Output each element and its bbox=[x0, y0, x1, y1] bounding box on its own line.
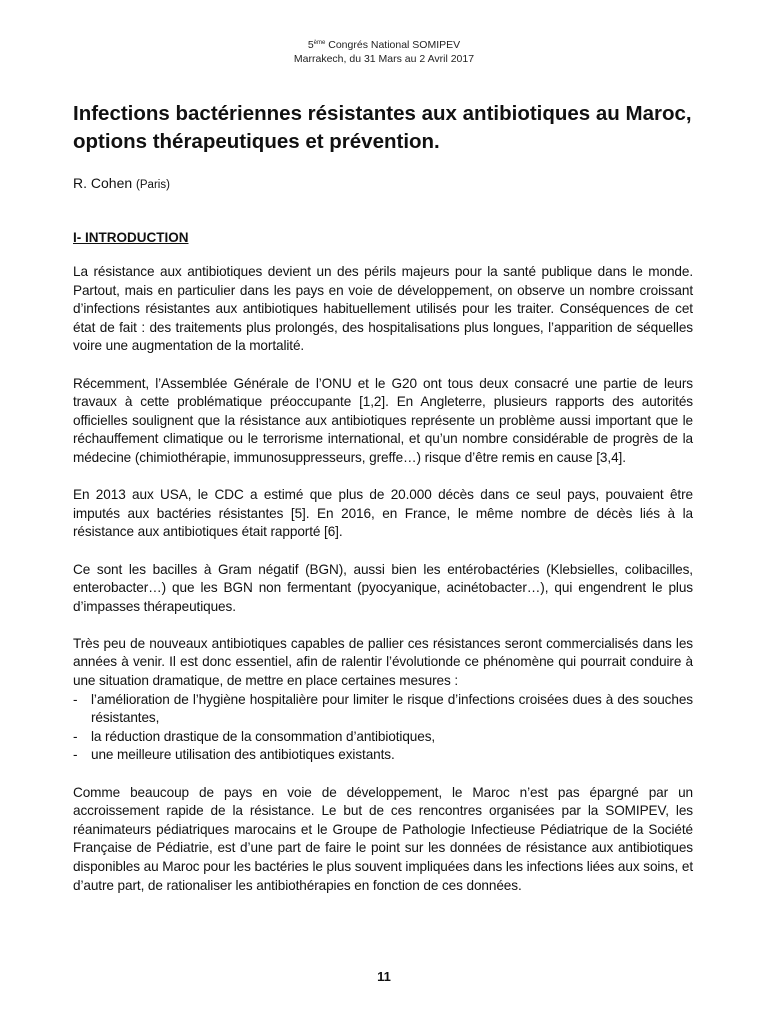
list-dash: - bbox=[73, 691, 78, 707]
section-heading: I- INTRODUCTION bbox=[73, 230, 189, 245]
measures-list bbox=[73, 691, 693, 765]
paragraph-4: Ce sont les bacilles à Gram négatif (BGN), aussi bien les entérobactéries (Klebsielles, colibacilles, enterobacter…) que les BGN non fermentant (pyocyanique, acinétobacter…), qui engendrent le plus d’impasses thérapeutiques. bbox=[73, 561, 693, 614]
list-dash: - bbox=[73, 747, 78, 763]
page-number: 11 bbox=[377, 969, 391, 984]
header-edition-number: 5 bbox=[307, 39, 314, 51]
measure-text: l’amélioration de l’hygiène hospitalière pour limiter le risque d’infections croisées dues à des souches résistantes, bbox=[91, 691, 693, 726]
author-affiliation: (Paris) bbox=[136, 179, 170, 191]
paragraph-5: Très peu de nouveaux antibiotiques capables de pallier ces résistances seront commercialisés dans les années à venir. Il est donc essentiel, afin de ralentir l’évolutionde ce phénomène qui pourrait conduire à une situation dramatique, de mettre en place certaines mesures : bbox=[73, 635, 693, 689]
measure-text: la réduction drastique de la consommation d’antibiotiques, bbox=[91, 728, 436, 744]
running-header bbox=[0, 38, 768, 66]
measure-item bbox=[73, 728, 693, 747]
author-name: R. Cohen bbox=[73, 175, 133, 191]
header-conference-name: Congrés National SOMIPEV bbox=[325, 39, 461, 51]
paragraph-1: La résistance aux antibiotiques devient un des périls majeurs pour la santé publique dans le monde. Partout, mais en particulier dans les pays en voie de développement, on observe un nombre croissant d’infections résistantes aux antibiotiques habituellement utilisés pour les traiter. Conséquences de cet état de fait : des traitements plus prolongés, des hospitalisations plus longues, l’apparition de séquelles voire une augmentation de la mortalité. bbox=[73, 264, 693, 354]
article-body bbox=[73, 263, 693, 914]
author-line bbox=[73, 174, 170, 194]
article-title: Infections bactériennes résistantes aux antibiotiques au Maroc, options thérapeutiques et prévention. bbox=[73, 102, 692, 153]
header-conference-line bbox=[0, 38, 768, 52]
measure-item bbox=[73, 746, 693, 765]
header-edition-suffix: ème bbox=[313, 40, 326, 46]
paragraph-2: Récemment, l’Assemblée Générale de l’ONU et le G20 ont tous deux consacré une partie de leurs travaux à cette problématique préoccupante [1,2]. En Angleterre, plusieurs rapports des autorités officielles soulignent que la résistance aux antibiotiques représente un problème aussi important que le réchauffement climatique ou le terrorisme international, et qu’un nombre considérable de progrès de la médecine (chimiothérapie, immunosuppresseurs, greffe…) risque d’être remis en cause [3,4]. bbox=[73, 375, 693, 465]
measure-text: une meilleure utilisation des antibiotiques existants. bbox=[91, 747, 395, 763]
paragraph-6: Comme beaucoup de pays en voie de développement, le Maroc n’est pas épargné par un accroissement rapide de la résistance. Le but de ces rencontres organisées par la SOMIPEV, les réanimateurs pédiatriques marocains et le Groupe de Pathologie Infectieuse Pédiatrique de la Société Française de Pédiatrie, est d’une part de faire le point sur les données de résistance aux antibiotiques disponibles au Maroc pour les bactéries le plus souvent impliquées dans les infections liées aux soins, et d’autre part, de rationaliser les antibiothérapies en fonction de ces données. bbox=[73, 784, 693, 893]
paragraph-3: En 2013 aux USA, le CDC a estimé que plus de 20.000 décès dans ce seul pays, pouvaient être imputés aux bactéries résistantes [5]. En 2016, en France, le même nombre de décès liés à la résistance aux antibiotiques était rapporté [6]. bbox=[73, 487, 693, 540]
measure-item bbox=[73, 691, 693, 728]
header-location-date: Marrakech, du 31 Mars au 2 Avril 2017 bbox=[293, 53, 475, 65]
list-dash: - bbox=[73, 728, 78, 744]
